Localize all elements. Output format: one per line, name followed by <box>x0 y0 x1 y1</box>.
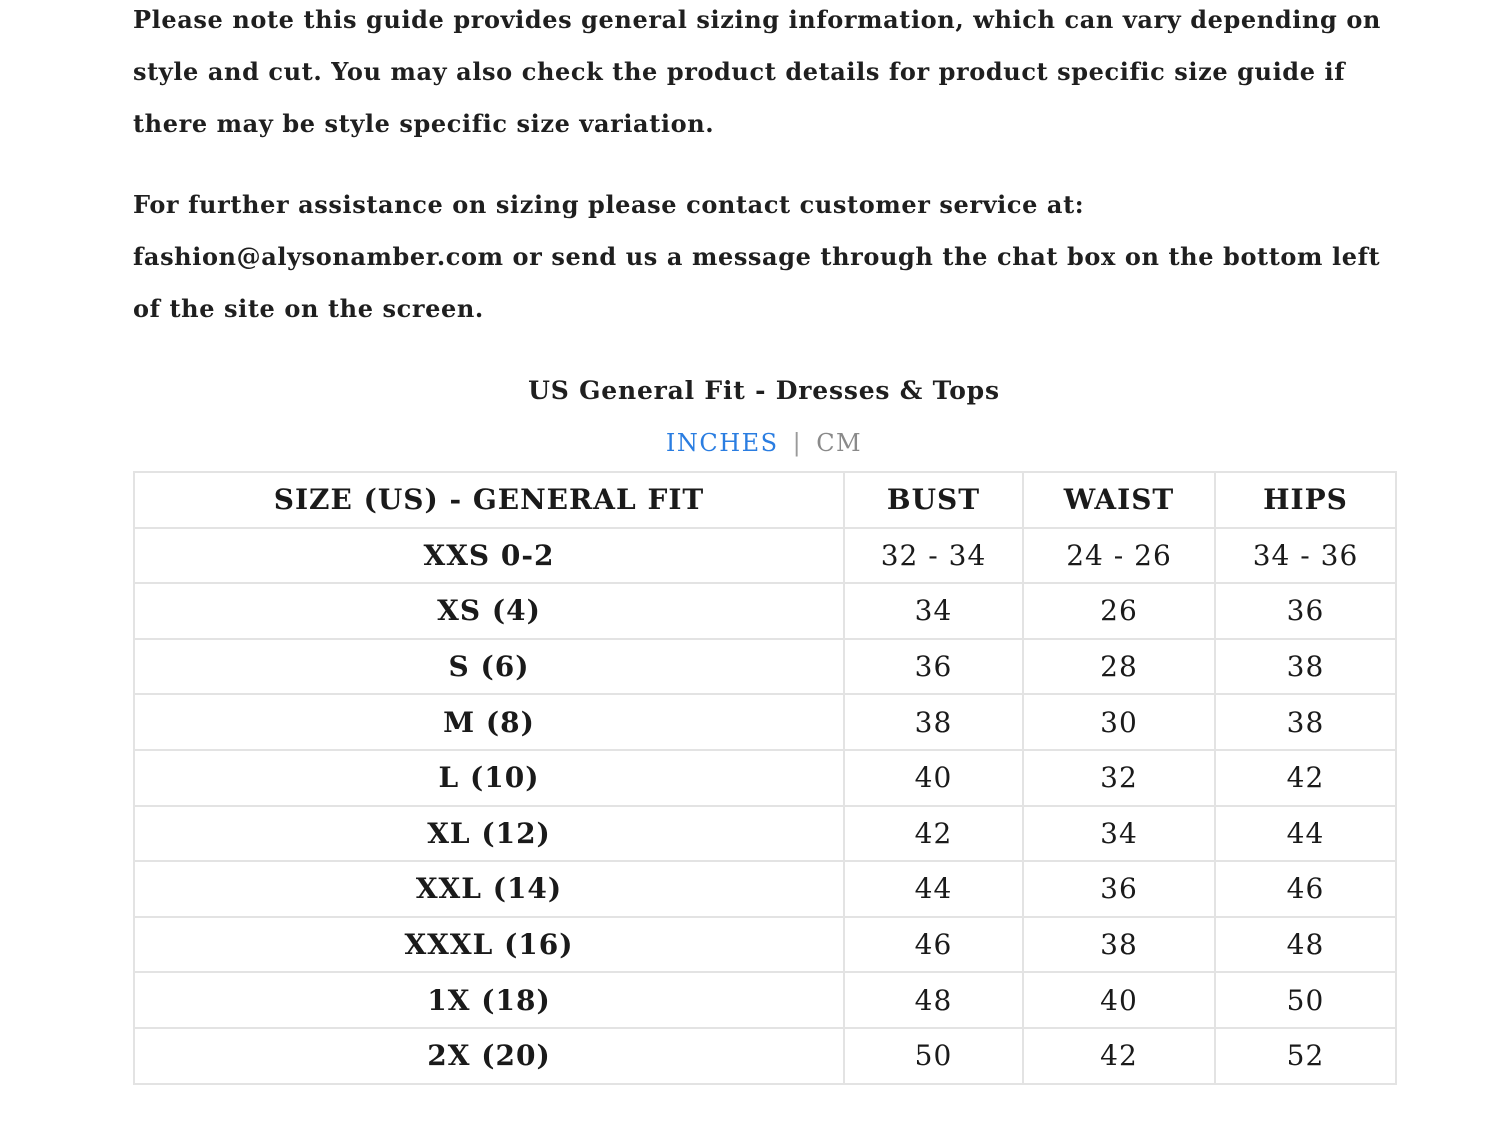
bust-cell: 34 <box>844 583 1023 639</box>
assistance-paragraph <box>133 179 1395 335</box>
size-cell: M (8) <box>134 694 844 750</box>
bust-cell: 44 <box>844 861 1023 917</box>
unit-divider: | <box>792 429 803 457</box>
table-row <box>134 639 1396 695</box>
hips-cell: 50 <box>1215 972 1396 1028</box>
waist-cell: 28 <box>1023 639 1215 695</box>
table-header-row <box>134 472 1396 528</box>
size-cell: L (10) <box>134 750 844 806</box>
table-row <box>134 972 1396 1028</box>
hips-cell: 38 <box>1215 639 1396 695</box>
bust-cell: 48 <box>844 972 1023 1028</box>
size-guide-content <box>133 0 1395 1073</box>
waist-cell: 36 <box>1023 861 1215 917</box>
bust-cell: 46 <box>844 917 1023 973</box>
size-cell: XXL (14) <box>134 861 844 917</box>
table-row <box>134 1028 1396 1084</box>
sizing-note-paragraph: Please note this guide provides general sizing information, which can vary depending on style and cut. You may also check the product details for product specific size guide if there may be style specific size variation. <box>133 5 1381 138</box>
hips-cell: 42 <box>1215 750 1396 806</box>
table-row <box>134 750 1396 806</box>
size-cell: 2X (20) <box>134 1028 844 1084</box>
unit-inches-tab[interactable]: INCHES <box>665 429 779 457</box>
hips-cell: 38 <box>1215 694 1396 750</box>
bust-cell: 50 <box>844 1028 1023 1084</box>
waist-cell: 38 <box>1023 917 1215 973</box>
size-cell: S (6) <box>134 639 844 695</box>
hips-cell: 34 - 36 <box>1215 528 1396 584</box>
waist-cell: 40 <box>1023 972 1215 1028</box>
hips-cell: 44 <box>1215 806 1396 862</box>
hips-cell: 48 <box>1215 917 1396 973</box>
size-cell: XL (12) <box>134 806 844 862</box>
table-row <box>134 917 1396 973</box>
bust-cell: 32 - 34 <box>844 528 1023 584</box>
header-size: SIZE (US) - GENERAL FIT <box>134 472 844 528</box>
size-cell: XS (4) <box>134 583 844 639</box>
waist-cell: 32 <box>1023 750 1215 806</box>
size-table-title: US General Fit - Dresses & Tops <box>528 376 1000 405</box>
table-row <box>134 583 1396 639</box>
waist-cell: 42 <box>1023 1028 1215 1084</box>
waist-cell: 30 <box>1023 694 1215 750</box>
table-row <box>134 806 1396 862</box>
bust-cell: 38 <box>844 694 1023 750</box>
size-cell: XXS 0-2 <box>134 528 844 584</box>
table-row <box>134 861 1396 917</box>
bust-cell: 42 <box>844 806 1023 862</box>
waist-cell: 26 <box>1023 583 1215 639</box>
bust-cell: 40 <box>844 750 1023 806</box>
header-hips: HIPS <box>1215 472 1396 528</box>
assistance-line-1: For further assistance on sizing please contact customer service at: <box>133 190 1085 219</box>
hips-cell: 52 <box>1215 1028 1396 1084</box>
unit-toggle <box>133 423 1395 463</box>
assistance-line-2: fashion@alysonamber.com or send us a message through the chat box on the bottom left of the site on the screen. <box>133 242 1381 323</box>
bust-cell: 36 <box>844 639 1023 695</box>
size-chart-table <box>133 471 1397 1085</box>
hips-cell: 46 <box>1215 861 1396 917</box>
header-bust: BUST <box>844 472 1023 528</box>
table-row <box>134 528 1396 584</box>
waist-cell: 24 - 26 <box>1023 528 1215 584</box>
size-cell: XXXL (16) <box>134 917 844 973</box>
hips-cell: 36 <box>1215 583 1396 639</box>
header-waist: WAIST <box>1023 472 1215 528</box>
table-row <box>134 694 1396 750</box>
size-cell: 1X (18) <box>134 972 844 1028</box>
unit-cm-tab[interactable]: CM <box>816 429 863 457</box>
waist-cell: 34 <box>1023 806 1215 862</box>
